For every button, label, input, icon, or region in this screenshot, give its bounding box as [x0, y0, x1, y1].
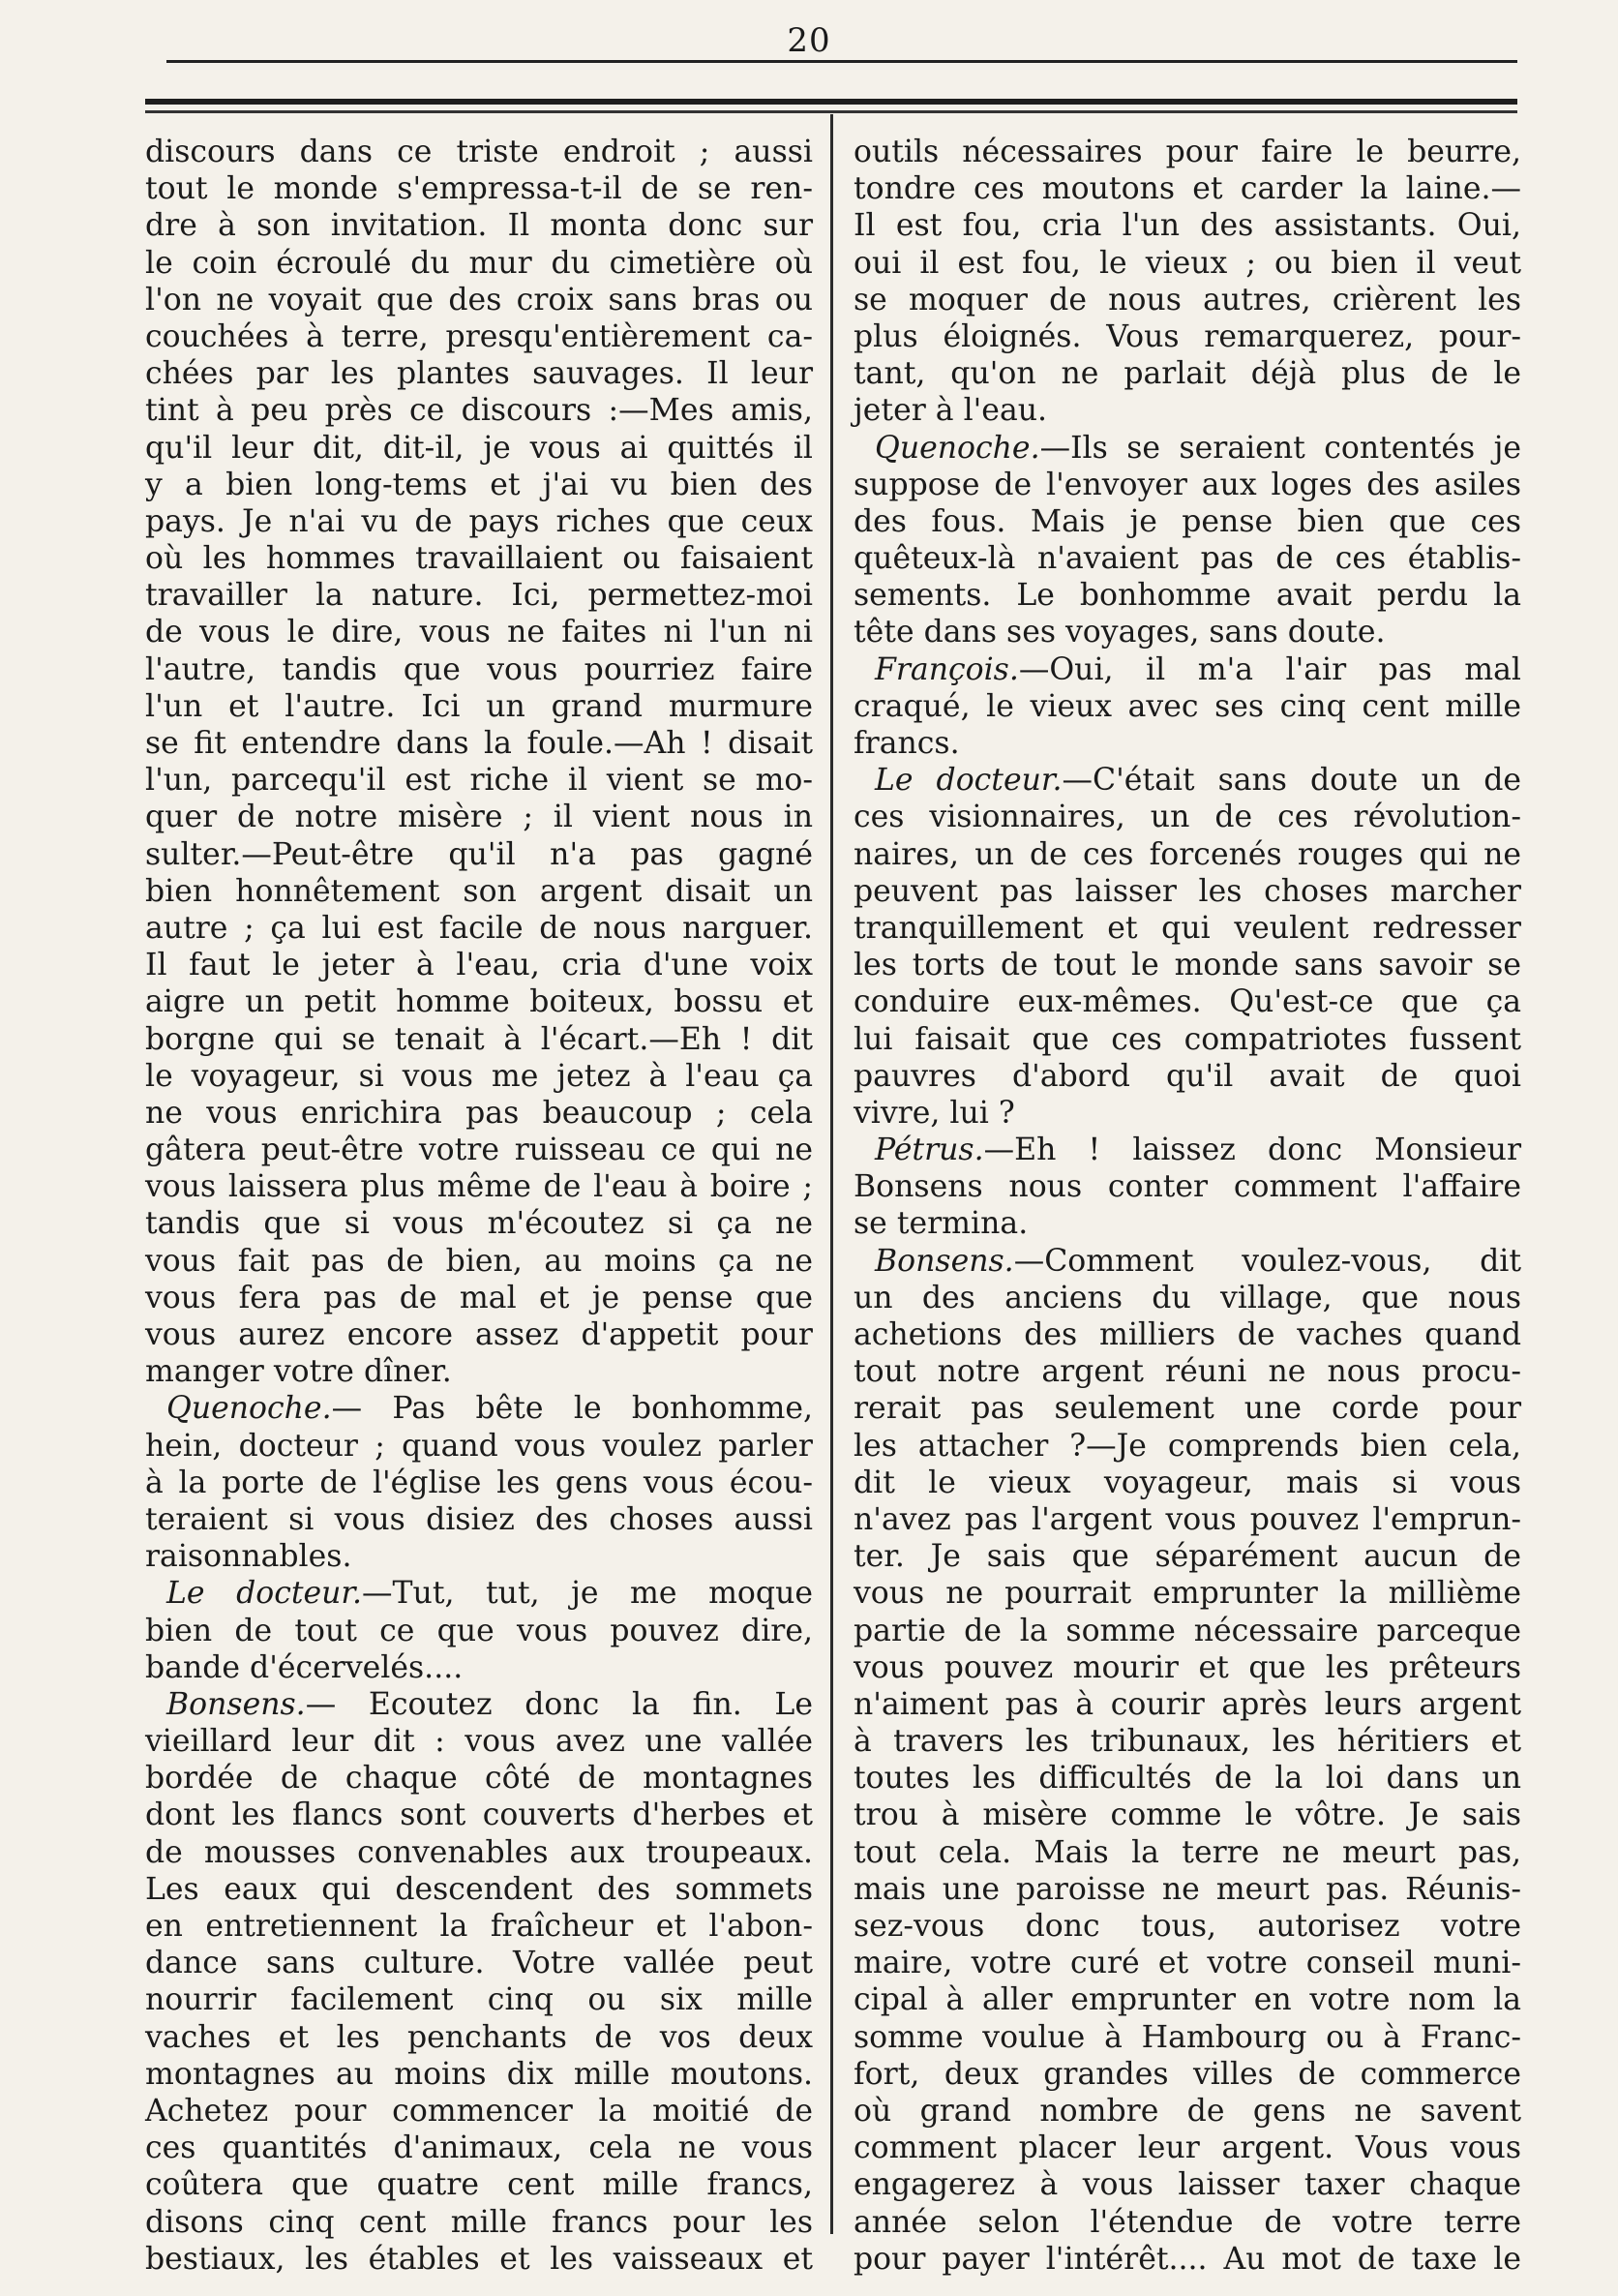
line-text: peuvent pas laisser les choses marcher	[854, 873, 1521, 909]
text-line	[854, 2241, 1521, 2278]
text-line	[145, 1538, 813, 1575]
text-line	[854, 540, 1521, 577]
line-text: de vous le dire, vous ne faites ni l'un ni	[145, 615, 813, 650]
text-line	[145, 1280, 813, 1316]
line-text: fort, deux grandes villes de commerce	[854, 2056, 1521, 2092]
text-line	[854, 2056, 1521, 2093]
line-text: tondre ces moutons et carder la laine.—	[854, 171, 1521, 207]
text-line	[145, 540, 813, 577]
line-text: pour payer l'intérêt.... Au mot de taxe le	[854, 2241, 1521, 2277]
speaker-name: Bonsens.	[875, 1243, 1014, 1279]
text-line	[854, 1760, 1521, 1797]
line-text: ne vous enrichira pas beaucoup ; cela	[145, 1095, 813, 1131]
text-line	[145, 467, 813, 503]
line-text: les torts de tout le monde sans savoir se	[854, 948, 1521, 983]
text-line	[854, 245, 1521, 282]
line-text: — Pas bête le bonhomme,	[331, 1391, 813, 1427]
line-text: vous pouvez mourir et que les prêteurs	[854, 1649, 1521, 1685]
text-line	[145, 762, 813, 799]
line-text: coûtera que quatre cent mille francs,	[145, 2167, 813, 2203]
text-line	[145, 1058, 813, 1095]
text-line	[854, 651, 1521, 688]
text-line	[854, 1428, 1521, 1465]
line-text: se fit entendre dans la foule.—Ah ! disait	[145, 726, 813, 761]
line-text: dre à son invitation. Il monta donc sur	[145, 208, 813, 244]
text-line	[854, 1834, 1521, 1871]
text-line	[854, 2019, 1521, 2056]
text-line	[145, 503, 813, 540]
line-text: bestiaux, les étables et les vaisseaux et	[145, 2241, 813, 2277]
line-text: les attacher ?—Je comprends bien cela,	[854, 1428, 1521, 1464]
text-line	[145, 1908, 813, 1945]
line-text: —Tut, tut, je me moque	[362, 1576, 813, 1612]
text-line	[854, 503, 1521, 540]
line-text: tout notre argent réuni ne nous procu-	[854, 1354, 1521, 1390]
text-line	[145, 2166, 813, 2203]
text-line	[854, 910, 1521, 947]
line-text: —Oui, il m'a l'air pas mal	[1018, 651, 1521, 687]
line-text: lui faisait que ces compatriotes fussent	[854, 1021, 1521, 1057]
text-line	[854, 2204, 1521, 2241]
line-text: vous ne pourrait emprunter la millième	[854, 1576, 1521, 1612]
line-text: mais une paroisse ne meurt pas. Réunis-	[854, 1871, 1521, 1907]
text-line	[145, 2130, 813, 2166]
line-text: l'autre, tandis que vous pourriez faire	[145, 651, 813, 687]
line-text: des fous. Mais je pense bien que ces	[854, 503, 1521, 539]
text-line	[854, 1021, 1521, 1058]
text-line	[854, 1058, 1521, 1095]
text-line	[854, 947, 1521, 983]
line-text: —C'était sans doute un de	[1062, 763, 1521, 799]
text-line	[145, 318, 813, 355]
text-line	[854, 1686, 1521, 1723]
text-line	[854, 1353, 1521, 1390]
text-line	[854, 1575, 1521, 1612]
text-line	[854, 688, 1521, 725]
line-text: somme voulue à Hambourg ou à Franc-	[854, 2019, 1521, 2055]
line-text: l'un, parcequ'il est riche il vient se mo-	[145, 763, 813, 799]
line-text: naires, un de ces forcenés rouges qui ne	[854, 836, 1521, 872]
line-text: Achetez pour commencer la moitié de	[145, 2093, 813, 2129]
line-text: sulter.—Peut-être qu'il n'a pas gagné	[145, 836, 813, 872]
text-line	[145, 1834, 813, 1871]
line-text: en entretiennent la fraîcheur et l'abon-	[145, 1909, 813, 1944]
text-line	[145, 282, 813, 318]
line-text: à la porte de l'église les gens vous écou-	[145, 1465, 813, 1500]
text-line	[145, 947, 813, 983]
text-line	[145, 1465, 813, 1501]
text-line	[145, 1723, 813, 1760]
text-line	[145, 1205, 813, 1242]
text-line	[854, 1945, 1521, 1981]
text-line	[145, 1316, 813, 1353]
line-text: disons cinq cent mille francs pour les	[145, 2204, 813, 2240]
text-line	[854, 1205, 1521, 1242]
line-text: l'un et l'autre. Ici un grand murmure	[145, 688, 813, 724]
line-text: bien honnêtement son argent disait un	[145, 873, 813, 909]
text-line	[145, 1760, 813, 1797]
line-text: engagerez à vous laisser taxer chaque	[854, 2167, 1521, 2203]
line-text: n'avez pas l'argent vous pouvez l'emprun-	[854, 1501, 1521, 1537]
text-line	[854, 1908, 1521, 1945]
line-text: quêteux-là n'avaient pas de ces établis-	[854, 541, 1521, 577]
line-text: oui il est fou, le vieux ; ou bien il veut	[854, 245, 1521, 281]
header-double-rule-top	[145, 99, 1517, 105]
header-rule	[166, 60, 1517, 63]
text-line	[854, 1797, 1521, 1833]
text-line	[854, 170, 1521, 207]
line-text: sements. Le bonhomme avait perdu la	[854, 578, 1521, 614]
line-text: —Eh ! laissez donc Monsieur	[983, 1133, 1521, 1168]
text-line	[145, 1686, 813, 1723]
text-line	[854, 1871, 1521, 1908]
line-text: suppose de l'envoyer aux loges des asiles	[854, 467, 1521, 502]
line-text: vivre, lui ?	[854, 1095, 1015, 1131]
text-line	[145, 1501, 813, 1538]
line-text: raisonnables.	[145, 1539, 352, 1575]
speaker-name: François.	[875, 651, 1019, 687]
text-line	[145, 2241, 813, 2278]
line-text: tout le monde s'empressa-t-il de se ren-	[145, 171, 813, 207]
line-text: aigre un petit homme boiteux, bossu et	[145, 984, 813, 1020]
text-line	[854, 614, 1521, 650]
text-line	[145, 1428, 813, 1465]
header-double-rule-bottom	[145, 110, 1517, 113]
line-text: travailler la nature. Ici, permettez-moi	[145, 578, 813, 614]
text-line	[145, 614, 813, 650]
line-text: se termina.	[854, 1206, 1029, 1242]
text-line	[145, 134, 813, 170]
line-text: —Ils se seraient contentés je	[1039, 430, 1521, 466]
text-line	[854, 207, 1521, 244]
line-text: dance sans culture. Votre vallée peut	[145, 1946, 813, 1981]
text-line	[145, 1797, 813, 1833]
line-text: qu'il leur dit, dit-il, je vous ai quittés il	[145, 430, 813, 466]
line-text: ter. Je sais que séparément aucun de	[854, 1539, 1521, 1575]
text-line	[854, 873, 1521, 910]
line-text: pays. Je n'ai vu de pays riches que ceux	[145, 503, 813, 539]
text-line	[145, 577, 813, 614]
line-text: un des anciens du village, que nous	[854, 1280, 1521, 1315]
line-text: plus éloignés. Vous remarquerez, pour-	[854, 318, 1521, 354]
line-text: conduire eux-mêmes. Qu'est-ce que ça	[854, 984, 1521, 1020]
line-text: vieillard leur dit : vous avez une vallée	[145, 1724, 813, 1760]
line-text: chées par les plantes sauvages. Il leur	[145, 356, 813, 392]
line-text: —Comment voulez-vous, dit	[1013, 1243, 1521, 1279]
speaker-name: Pétrus.	[875, 1133, 984, 1168]
text-line	[854, 1280, 1521, 1316]
line-text: — Ecoutez donc la fin. Le	[305, 1686, 813, 1722]
line-text: vous fera pas de mal et je pense que	[145, 1280, 813, 1315]
line-text: où grand nombre de gens ne savent	[854, 2093, 1521, 2129]
line-text: ces quantités d'animaux, cela ne vous	[145, 2130, 813, 2166]
line-text: achetions des milliers de vaches quand	[854, 1317, 1521, 1352]
text-line	[145, 1132, 813, 1168]
text-line	[145, 651, 813, 688]
line-text: tant, qu'on ne parlait déjà plus de le	[854, 356, 1521, 392]
text-line	[145, 725, 813, 762]
text-line	[854, 1132, 1521, 1168]
line-text: de mousses convenables aux troupeaux.	[145, 1834, 813, 1870]
left-column	[145, 134, 813, 2277]
line-text: vous aurez encore assez d'appetit pour	[145, 1317, 813, 1352]
text-line	[145, 1243, 813, 1280]
line-text: sez-vous donc tous, autorisez votre	[854, 1909, 1521, 1944]
text-line	[145, 392, 813, 429]
text-line	[854, 355, 1521, 392]
line-text: discours dans ce triste endroit ; aussi	[145, 135, 813, 169]
text-line	[145, 1095, 813, 1132]
text-line	[854, 1501, 1521, 1538]
text-line	[854, 836, 1521, 873]
text-line	[854, 2093, 1521, 2130]
text-line	[854, 1390, 1521, 1427]
text-line	[145, 910, 813, 947]
line-text: manger votre dîner.	[145, 1354, 452, 1390]
text-line	[854, 1649, 1521, 1686]
line-text: couchées à terre, presqu'entièrement ca-	[145, 318, 813, 354]
text-line	[145, 799, 813, 835]
text-line	[854, 1465, 1521, 1501]
line-text: bande d'écervelés....	[145, 1649, 464, 1685]
line-text: borgne qui se tenait à l'écart.—Eh ! dit	[145, 1021, 813, 1057]
line-text: teraient si vous disiez des choses aussi	[145, 1501, 813, 1537]
line-text: Bonsens nous conter comment l'affaire	[854, 1169, 1521, 1205]
column-divider	[830, 114, 833, 2234]
line-text: y a bien long-tems et j'ai vu bien des	[145, 467, 813, 502]
page-number: 20	[787, 21, 831, 60]
line-text: partie de la somme nécessaire parceque	[854, 1613, 1521, 1648]
text-line	[854, 430, 1521, 467]
speaker-name: Quenoche.	[166, 1391, 332, 1427]
text-line	[145, 1649, 813, 1686]
line-text: se moquer de nous autres, crièrent les	[854, 282, 1521, 317]
text-line	[145, 983, 813, 1020]
text-line	[854, 318, 1521, 355]
line-text: à travers les tribunaux, les héritiers et	[854, 1724, 1521, 1760]
text-line	[854, 1723, 1521, 1760]
line-text: quer de notre misère ; il vient nous in	[145, 800, 813, 835]
text-line	[145, 2056, 813, 2093]
line-text: outils nécessaires pour faire le beurre,	[854, 135, 1521, 169]
text-line	[145, 1613, 813, 1649]
text-line	[145, 1945, 813, 1981]
line-text: tint à peu près ce discours :—Mes amis,	[145, 393, 813, 429]
line-text: vaches et les penchants de vos deux	[145, 2019, 813, 2055]
line-text: autre ; ça lui est facile de nous narguer.	[145, 910, 813, 946]
text-line	[145, 430, 813, 467]
text-line	[854, 282, 1521, 318]
text-line	[854, 2166, 1521, 2203]
text-line	[854, 762, 1521, 799]
line-text: bordée de chaque côté de montagnes	[145, 1761, 813, 1797]
line-text: tranquillement et qui veulent redresser	[854, 910, 1521, 946]
text-line	[145, 2093, 813, 2130]
line-text: toutes les difficultés de la loi dans un	[854, 1761, 1521, 1797]
text-line	[145, 2204, 813, 2241]
line-text: nourrir facilement cinq ou six mille	[145, 1982, 813, 2018]
text-line	[145, 1021, 813, 1058]
line-text: pauvres d'abord qu'il avait de quoi	[854, 1058, 1521, 1094]
text-line	[854, 1981, 1521, 2018]
line-text: gâtera peut-être votre ruisseau ce qui ne	[145, 1133, 813, 1168]
text-line	[854, 1613, 1521, 1649]
line-text: l'on ne voyait que des croix sans bras ou	[145, 282, 813, 317]
line-text: n'aiment pas à courir après leurs argent	[854, 1686, 1521, 1722]
line-text: trou à misère comme le vôtre. Je sais	[854, 1798, 1521, 1833]
text-line	[854, 467, 1521, 503]
text-line	[854, 1243, 1521, 1280]
line-text: cipal à aller emprunter en votre nom la	[854, 1982, 1521, 2018]
speaker-name: Bonsens.	[166, 1686, 306, 1722]
text-line	[854, 1095, 1521, 1132]
text-line	[145, 1871, 813, 1908]
line-text: Il faut le jeter à l'eau, cria d'une voix	[145, 948, 813, 983]
line-text: vous laissera plus même de l'eau à boire ;	[145, 1169, 813, 1205]
text-line	[145, 873, 813, 910]
text-line	[145, 688, 813, 725]
text-line	[145, 1168, 813, 1205]
line-text: tout cela. Mais la terre ne meurt pas,	[854, 1834, 1521, 1870]
text-line	[145, 1575, 813, 1612]
text-line	[145, 836, 813, 873]
text-line	[145, 207, 813, 244]
line-text: montagnes au moins dix mille moutons.	[145, 2056, 813, 2092]
line-text: francs.	[854, 726, 960, 761]
speaker-name: Quenoche.	[875, 430, 1040, 466]
speaker-name: Le docteur.	[875, 763, 1063, 799]
text-line	[145, 2019, 813, 2056]
text-line	[854, 1316, 1521, 1353]
text-line	[854, 983, 1521, 1020]
line-text: le voyageur, si vous me jetez à l'eau ça	[145, 1058, 813, 1094]
line-text: le coin écroulé du mur du cimetière où	[145, 245, 813, 281]
line-text: où les hommes travaillaient ou faisaient	[145, 541, 813, 577]
line-text: Les eaux qui descendent des sommets	[145, 1871, 813, 1907]
line-text: tandis que si vous m'écoutez si ça ne	[145, 1206, 813, 1242]
line-text: maire, votre curé et votre conseil muni-	[854, 1946, 1521, 1981]
line-text: ces visionnaires, un de ces révolution-	[854, 800, 1521, 835]
text-line	[145, 1390, 813, 1427]
text-line	[854, 799, 1521, 835]
text-line	[145, 1353, 813, 1390]
text-line	[145, 170, 813, 207]
text-line	[854, 134, 1521, 170]
text-line	[145, 245, 813, 282]
line-text: vous fait pas de bien, au moins ça ne	[145, 1243, 813, 1279]
line-text: comment placer leur argent. Vous vous	[854, 2130, 1521, 2166]
text-line	[145, 355, 813, 392]
text-line	[854, 1538, 1521, 1575]
line-text: dit le vieux voyageur, mais si vous	[854, 1465, 1521, 1500]
line-text: année selon l'étendue de votre terre	[854, 2204, 1521, 2240]
line-text: rerait pas seulement une corde pour	[854, 1391, 1521, 1427]
line-text: tête dans ses voyages, sans doute.	[854, 615, 1386, 650]
text-line	[854, 2130, 1521, 2166]
line-text: bien de tout ce que vous pouvez dire,	[145, 1613, 813, 1648]
speaker-name: Le docteur.	[166, 1576, 363, 1612]
text-line	[854, 392, 1521, 429]
line-text: hein, docteur ; quand vous voulez parler	[145, 1428, 813, 1464]
line-text: Il est fou, cria l'un des assistants. Oui,	[854, 208, 1521, 244]
line-text: craqué, le vieux avec ses cinq cent mille	[854, 688, 1521, 724]
text-line	[854, 725, 1521, 762]
text-line	[854, 1168, 1521, 1205]
line-text: jeter à l'eau.	[854, 393, 1048, 429]
text-line	[854, 577, 1521, 614]
line-text: dont les flancs sont couverts d'herbes et	[145, 1798, 813, 1833]
text-line	[145, 1981, 813, 2018]
right-column	[854, 134, 1521, 2277]
